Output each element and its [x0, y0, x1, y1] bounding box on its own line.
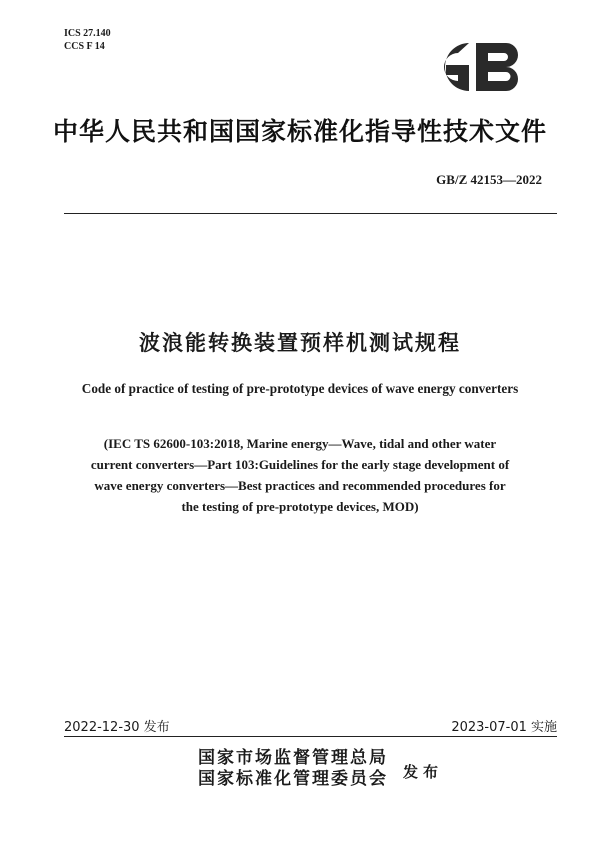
issuer-line: 国家标准化管理委员会 — [198, 769, 388, 789]
gb-logo — [406, 40, 534, 94]
adoption-line: (IEC TS 62600-103:2018, Marine energy—Wave, tidal and other water — [103, 436, 497, 451]
title-english: Code of practice of testing of pre-prototype devices of wave energy converters — [81, 381, 519, 396]
divider-top — [64, 213, 557, 214]
document-type-heading: 中华人民共和国国家标准化指导性技术文件 — [52, 117, 547, 146]
issuing-authorities — [198, 748, 388, 790]
standard-number: GB/Z 42153—2022 — [436, 172, 542, 187]
ics-code: ICS 27.140 — [64, 28, 111, 39]
adoption-line: wave energy converters—Best practices and recommended procedures for — [94, 478, 506, 493]
adoption-reference — [50, 433, 550, 517]
issuer-line: 国家市场监督管理总局 — [198, 748, 388, 768]
title-chinese: 波浪能转换装置预样机测试规程 — [139, 331, 461, 355]
issue-date: 2022-12-30 发布 — [64, 720, 170, 735]
classification-codes — [64, 27, 111, 53]
divider-bottom — [64, 736, 557, 737]
publish-label: 发布 — [403, 763, 444, 781]
ccs-code: CCS F 14 — [64, 41, 105, 52]
adoption-line: the testing of pre-prototype devices, MOD) — [181, 499, 419, 514]
adoption-line: current converters—Part 103:Guidelines for the early stage development of — [90, 457, 510, 472]
implementation-date: 2023-07-01 实施 — [451, 720, 557, 735]
